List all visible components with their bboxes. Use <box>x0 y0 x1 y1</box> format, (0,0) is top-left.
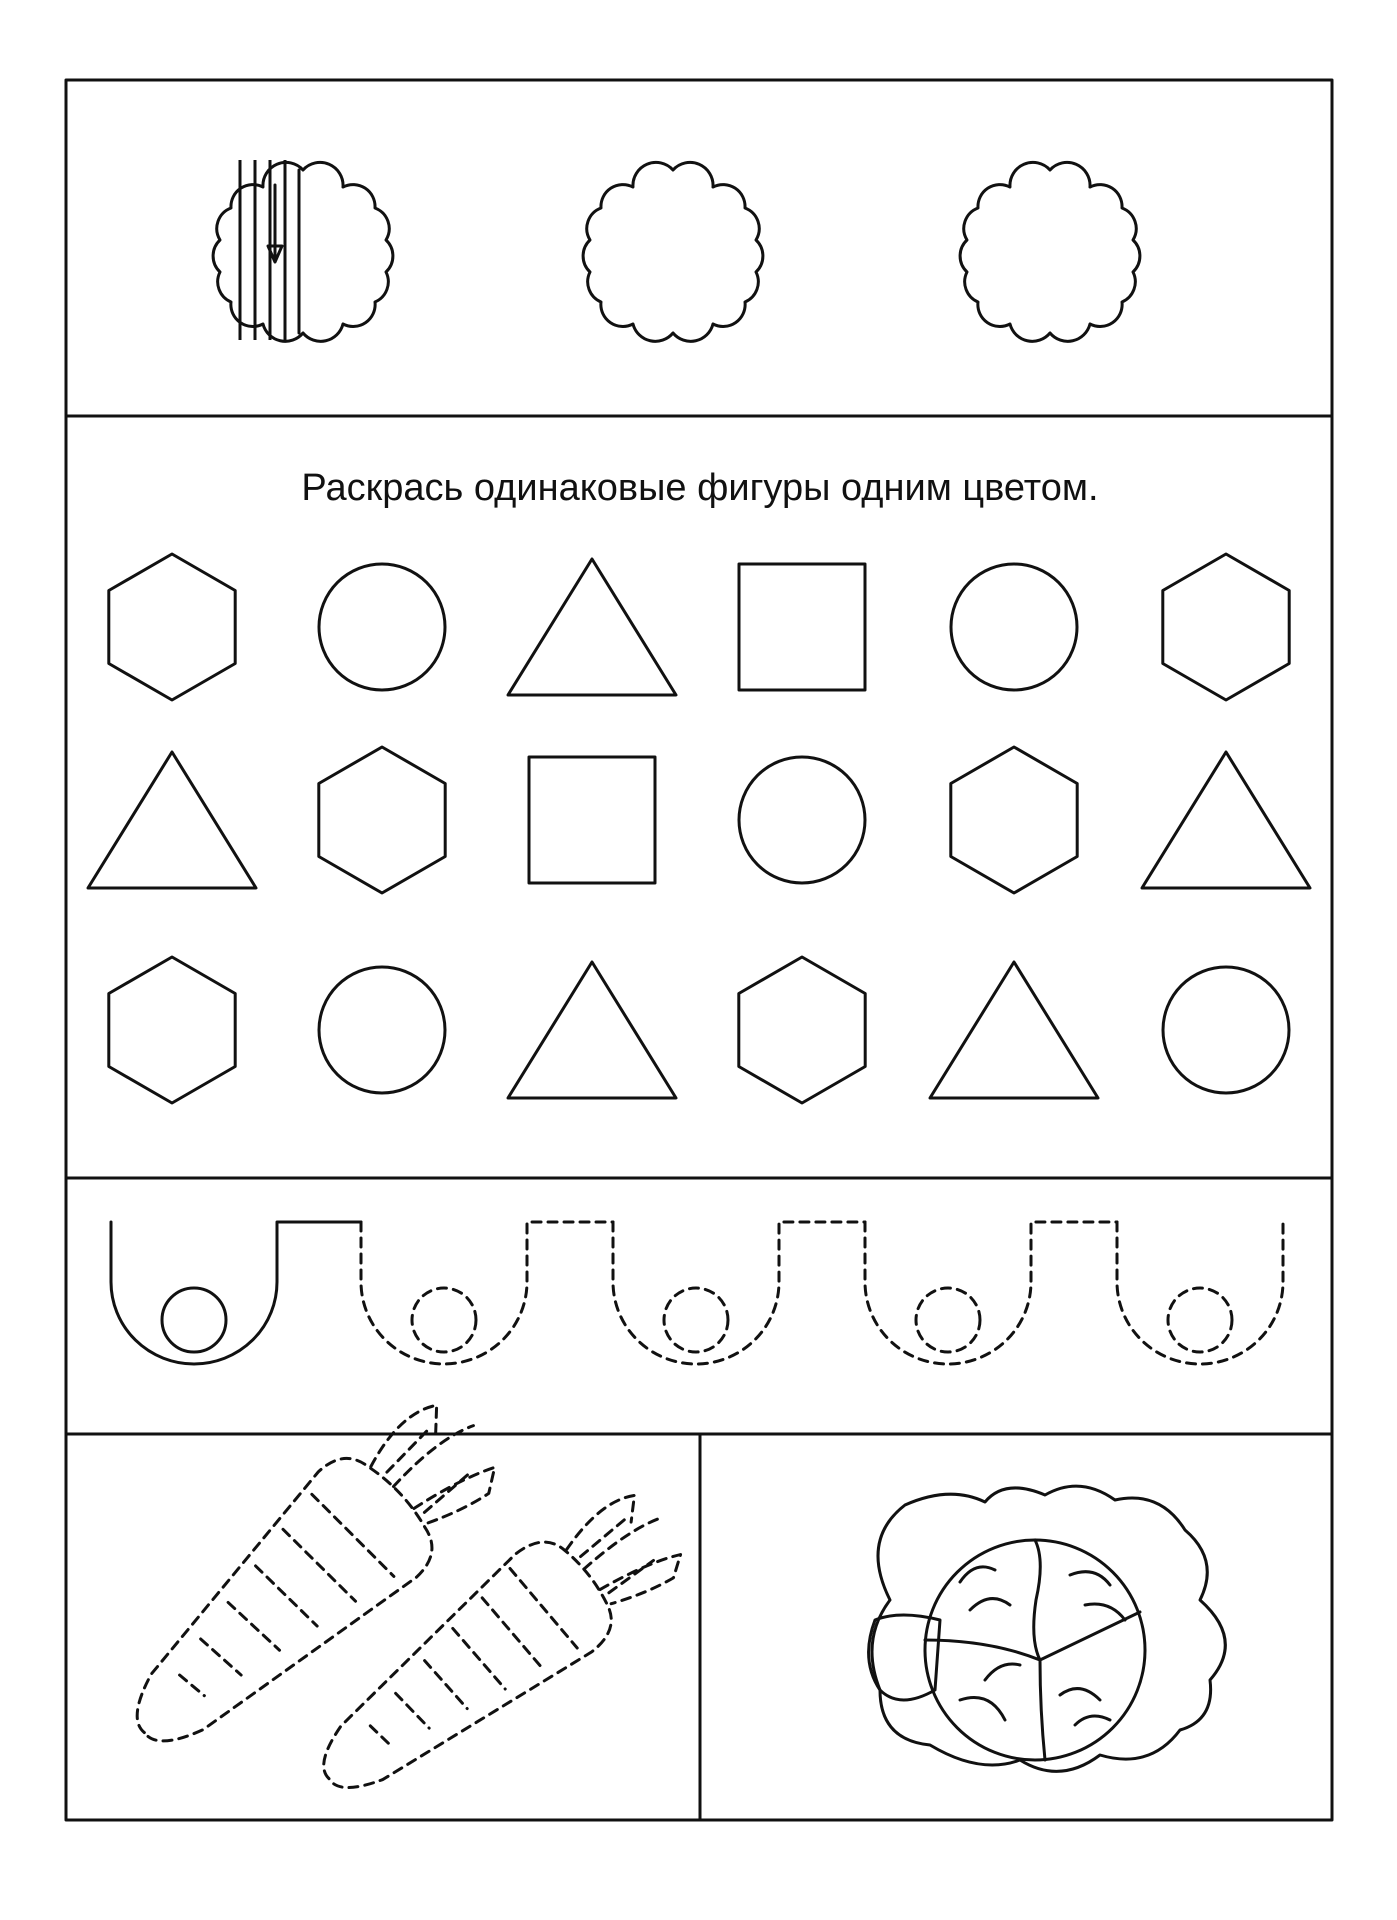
hexagon-shape <box>1163 554 1289 700</box>
flower-example <box>213 155 393 345</box>
circle-shape <box>319 967 445 1093</box>
cup-circle-dashed-2 <box>664 1288 728 1352</box>
triangle-shape <box>508 559 676 695</box>
triangle-shape <box>930 962 1098 1098</box>
triangle-shape <box>508 962 676 1098</box>
cabbage-outer-leaves <box>872 1486 1225 1771</box>
cup-circle-dashed-1 <box>412 1288 476 1352</box>
hexagon-shape <box>109 957 235 1103</box>
cup-circle-example <box>162 1288 226 1352</box>
carrot-tracing <box>95 1373 702 1828</box>
carrot-2 <box>291 1468 702 1827</box>
cabbage-picture <box>869 1486 1226 1771</box>
triangle-shape <box>1142 752 1310 888</box>
cup-circle-dashed-3 <box>916 1288 980 1352</box>
flower-3 <box>960 162 1140 341</box>
hexagon-shape <box>739 957 865 1103</box>
shape-grid <box>88 554 1310 1103</box>
cup-example <box>111 1222 361 1364</box>
flower-2 <box>583 162 763 341</box>
instruction-text: Раскрась одинаковые фигуры одним цветом. <box>301 467 1099 509</box>
flower-section <box>213 155 1140 345</box>
circle-shape <box>739 757 865 883</box>
cup-dashed-2 <box>613 1222 865 1364</box>
cup-circle-dashed-4 <box>1168 1288 1232 1352</box>
square-shape <box>739 564 865 690</box>
circle-shape <box>319 564 445 690</box>
hexagon-shape <box>109 554 235 700</box>
circle-shape <box>1163 967 1289 1093</box>
circle-shape <box>951 564 1077 690</box>
cup-dashed-3 <box>865 1222 1117 1364</box>
cup-tracing <box>111 1222 1283 1364</box>
hexagon-shape <box>319 747 445 893</box>
cup-dashed-1 <box>361 1222 613 1364</box>
square-shape <box>529 757 655 883</box>
triangle-shape <box>88 752 256 888</box>
hexagon-shape <box>951 747 1077 893</box>
cup-dashed-4 <box>1117 1222 1283 1364</box>
